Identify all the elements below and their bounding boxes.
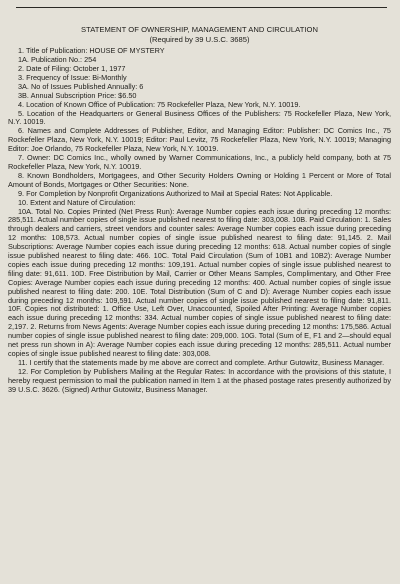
item-date-of-filing: 2. Date of Filing: October 1, 1977 [18,64,126,73]
item-subscription-price: 3B. Annual Subscription Price: $6.50 [18,90,137,100]
item-nonprofit: 9. For Completion by Nonprofit Organizations Authorized to Mail at Special Rates: Not Applicable. [18,188,333,198]
item-frequency-of-issue: 3. Frequency of Issue: Bi-Monthly [18,72,127,82]
item-circulation-details: 10A. Total No. Copies Printed (Net Press Run): Average Number copies each issue during preceding 12 months: 285,511. Actual number copies of single issue published nearest to filing date: 303,008. 10B. Paid Circulation: 1. Sales through dealers and carriers, street vendors and counter sales: Average Number copies each issue during preceding 12 months: 108,573. Actual number copies of single issue published nearest to filing date: 91,145. 2. Mail Subscriptions: Average Number copies each issue during preceding 12 months: 618. Actual number copies of single issue published nearest to filing date: 466. 10C. Total Paid Circulation (Sum of 10B1 and 10B2): Average Number copies each issue during preceding 12 months: 109,191. Actual number copies of single issue published nearest to filing date: 91,611. 10D. Free Distribution by Mail, Carrier or Other Means Samples, Complimentary, and Other Free Copies: Average Number copies each issue during preceding 12 months: 400. Actual number copies of single issue published nearest to filing date: 200. 10E. Total Distribution (Sum of C and D): Average Number copies each issue during preceding 12 months: 109,591. Actual number copies of single issue published nearest to filing date: 91,811. 10F. Copies not distributed: 1. Office Use, Left Over, Unaccounted, Spoiled After Printing: Average Number copies each issue during preceding 12 months: 334. Actual number copies of single issue published nearest to filing date: 2,197. 2. Returns from News Agents: Average Number copies each issue during preceding 12 months: 175,586. Actual number copies of single issue published nearest to filing date: 209,000. 10G. Total (Sum of E, F1 and 2—should equal net press run shown in A): Average Number copies each issue during preceding 12 months: 285,511. Actual number copies of single issue published nearest to filing date: 303,008. [8,206,391,358]
item-headquarters-location: 5. Location of the Headquarters or General Business Offices of the Publishers: 75 Rockefeller Plaza, New York, N.Y. 10019. [8,108,391,127]
item-publication-no: 1A. Publication No.: 254 [18,55,97,65]
item-office-location: 4. Location of Known Office of Publication: 75 Rockefeller Plaza, New York, N.Y. 10019. [18,99,301,109]
statement-subtitle: (Required by 39 U.S.C. 3685) [149,34,250,44]
item-title-of-publication: 1. Title of Publication: HOUSE OF MYSTERY [18,46,165,56]
top-rule [16,7,387,8]
statement-body [8,47,391,394]
item-circulation-heading: 10. Extent and Nature of Circulation: [18,197,136,207]
item-certification: 11. I certify that the statements made by me above are correct and complete. Arthur Gutowitz, Business Manager. [18,357,385,367]
item-owner: 7. Owner: DC Comics Inc., wholly owned by Warner Communications, Inc., a publicly held company, both at 75 Rockefeller Plaza, New York, N.Y. 10019. [8,153,391,171]
item-names-addresses: 6. Names and Complete Addresses of Publisher, Editor, and Managing Editor: Publisher: DC Comics Inc., 75 Rockefeller Plaza, New York, N.Y. 10019; Editor: Paul Levitz, 75 Rockefeller Plaza, New York, N.Y. 10019; Managing Editor: Joe Orlando, 75 Rockefeller Plaza, New York, N.Y. 10019. [8,126,391,154]
statement-title: STATEMENT OF OWNERSHIP, MANAGEMENT AND CIRCULATION [80,25,319,34]
item-regular-rates: 12. For Completion by Publishers Mailing at the Regular Rates: In accordance with the provisions of this statute, I hereby request permission to mail the publication named in Item 1 at the phased postage rates presently authorized by 39 U.S.C. 3626. (Signed) Arthur Gutowitz, Business Manager. [8,366,391,394]
item-bondholders: 8. Known Bondholders, Mortgagees, and Other Security Holders Owning or Holding 1 Percent or More of Total Amount of Bonds, Mortgages or Other Securities: None. [8,170,391,189]
item-issues-annually: 3A. No of Issues Published Annually: 6 [18,81,144,91]
